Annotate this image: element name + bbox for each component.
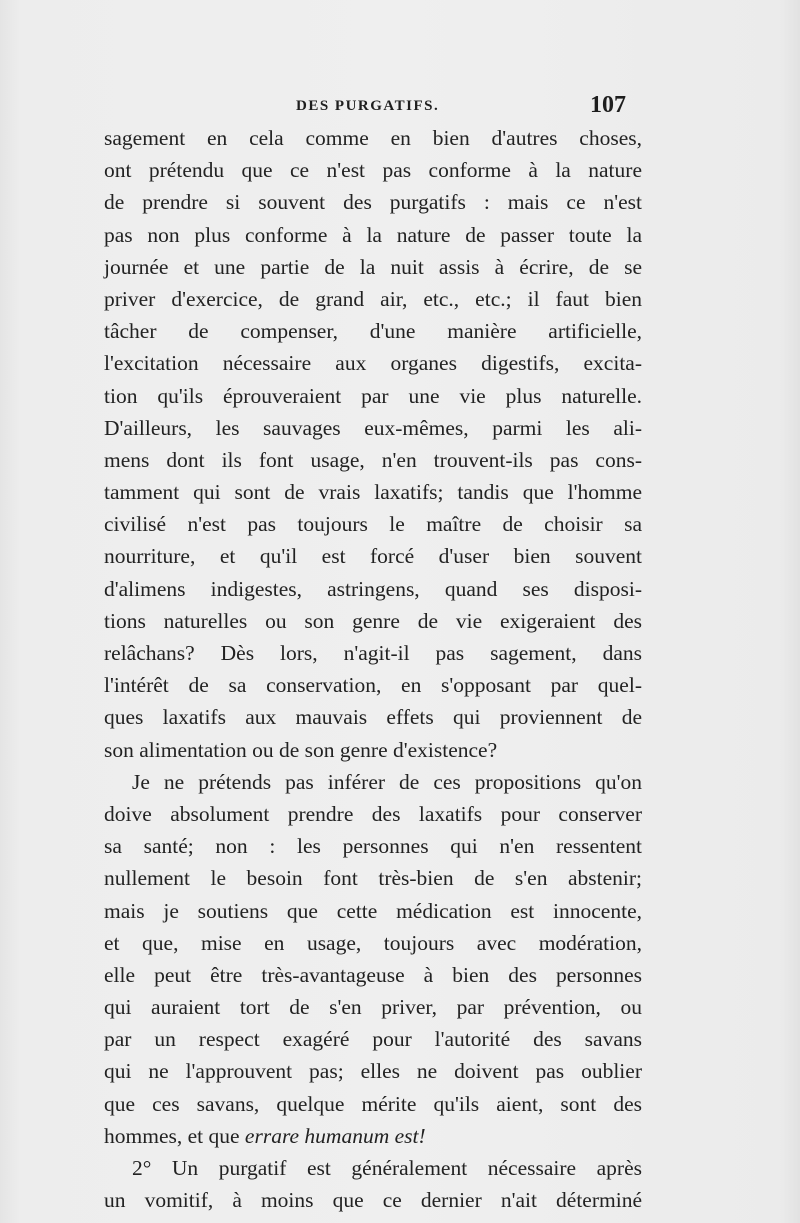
running-title: DES PURGATIFS.: [296, 98, 440, 114]
text-line: et que, mise en usage, toujours avec modération,: [104, 930, 642, 955]
text-line: qui ne l'approuvent pas; elles ne doivent pas oublier: [104, 1059, 642, 1084]
text-line: journée et une partie de la nuit assis à écrire, de se: [104, 254, 642, 279]
text-line: par un respect exagéré pour l'autorité des savans: [104, 1027, 642, 1052]
text-line: doive absolument prendre des laxatifs pour conserver: [104, 801, 642, 826]
text-line: nourriture, et qu'il est forcé d'user bien souvent: [104, 544, 642, 569]
text-line: tâcher de compenser, d'une manière artificielle,: [104, 319, 642, 344]
text-line: d'alimens indigestes, astringens, quand ses disposi-: [104, 576, 642, 601]
body-text: [104, 122, 642, 1216]
text-line: de prendre si souvent des purgatifs : mais ce n'est: [104, 190, 642, 215]
text-line-with-quote: [104, 1120, 642, 1152]
text-line: ont prétendu que ce n'est pas conforme à la nature: [104, 158, 642, 183]
text-line: qui auraient tort de s'en priver, par prévention, ou: [104, 995, 642, 1020]
text-line: l'excitation nécessaire aux organes digestifs, excita-: [104, 351, 642, 376]
text-line: pas non plus conforme à la nature de passer toute la: [104, 222, 642, 247]
paragraph-start-line: Je ne prétends pas inférer de ces propositions qu'on: [132, 769, 642, 794]
text-line: elle peut être très-avantageuse à bien des personnes: [104, 962, 642, 987]
running-header: [0, 92, 800, 122]
text-line: tion qu'ils éprouveraient par une vie plus naturelle.: [104, 383, 642, 408]
page-number: 107: [590, 92, 626, 118]
line-prefix: hommes, et que: [104, 1123, 245, 1148]
text-line: mais je soutiens que cette médication est innocente,: [104, 898, 642, 923]
text-line: un vomitif, à moins que ce dernier n'ait déterminé: [104, 1188, 642, 1213]
text-line: son alimentation ou de son genre d'existence?: [104, 737, 498, 762]
text-line: mens dont ils font usage, n'en trouvent-ils pas cons-: [104, 447, 642, 472]
text-line: sa santé; non : les personnes qui n'en ressentent: [104, 834, 642, 859]
text-line: D'ailleurs, les sauvages eux-mêmes, parmi les ali-: [104, 415, 642, 440]
text-line: relâchans? Dès lors, n'agit-il pas sagement, dans: [104, 641, 642, 665]
text-line: tamment qui sont de vrais laxatifs; tandis que l'homme: [104, 480, 642, 505]
paragraph-start-line: 2° Un purgatif est généralement nécessaire après: [132, 1156, 642, 1180]
latin-quote: errare humanum est!: [244, 1123, 426, 1148]
text-line: ques laxatifs aux mauvais effets qui proviennent de: [104, 705, 642, 730]
text-line: que ces savans, quelque mérite qu'ils aient, sont des: [104, 1091, 642, 1116]
text-line: l'intérêt de sa conservation, en s'opposant par quel-: [104, 673, 642, 698]
text-line: sagement en cela comme en bien d'autres choses,: [104, 126, 642, 150]
text-line: priver d'exercice, de grand air, etc., etc.; il faut bien: [104, 286, 642, 311]
text-line: tions naturelles ou son genre de vie exigeraient des: [104, 608, 642, 633]
text-line: nullement le besoin font très-bien de s'en abstenir;: [104, 866, 642, 891]
text-line: civilisé n'est pas toujours le maître de choisir sa: [104, 512, 642, 537]
